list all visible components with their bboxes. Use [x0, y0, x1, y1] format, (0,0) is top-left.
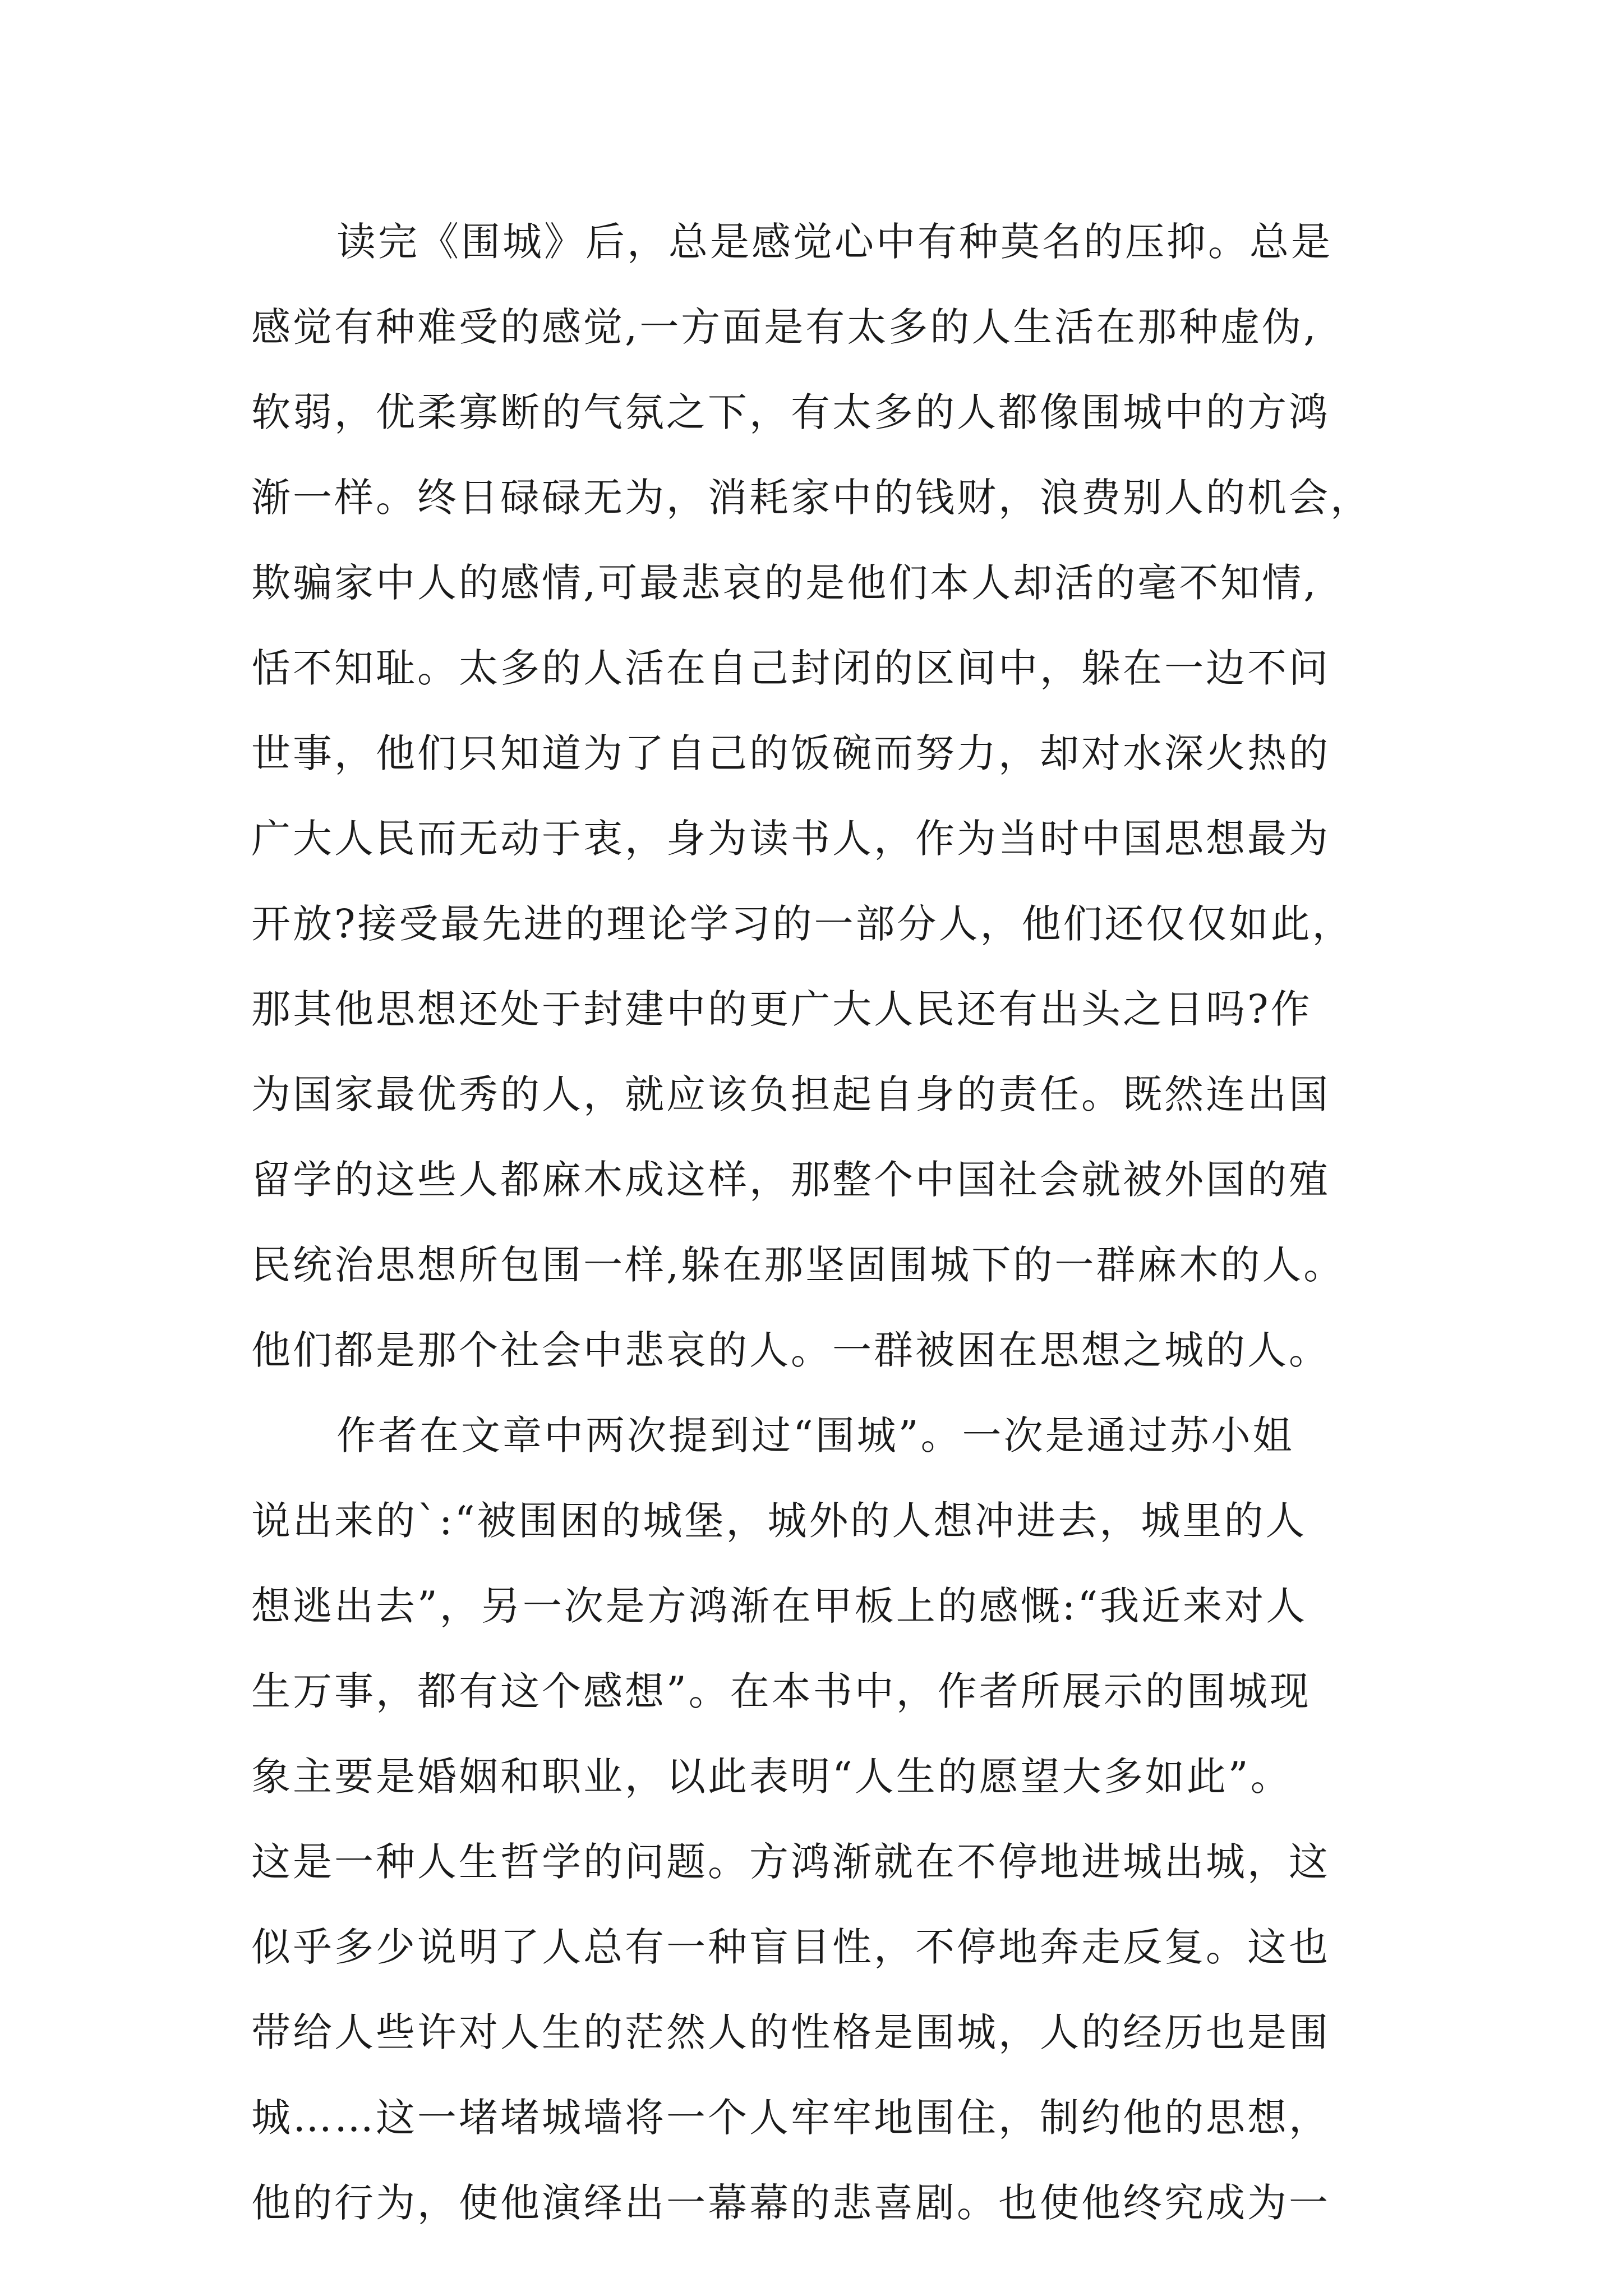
paragraph-1-line-7: 世事，他们只知道为了自己的饭碗而努力，却对水深火热的: [251, 730, 1330, 776]
paragraph-2-line-1: 作者在文章中两次提到过“围城”。一次是通过苏小姐: [336, 1412, 1294, 1458]
paragraph-2-line-9: 城……这一堵堵城墙将一个人牢牢地围住，制约他的思想，: [251, 2095, 1330, 2141]
paragraph-2-line-4: 生万事，都有这个感想”。在本书中，作者所展示的围城现: [251, 1668, 1311, 1714]
paragraph-1-line-13: 民统治思想所包围一样,躲在那坚固围城下的一群麻木的人。: [251, 1242, 1345, 1288]
paragraph-1-line-3: 软弱，优柔寡断的气氛之下，有太多的人都像围城中的方鸿: [251, 389, 1330, 435]
paragraph-2-line-6: 这是一种人生哲学的问题。方鸿渐就在不停地进城出城，这: [251, 1839, 1330, 1885]
paragraph-1-line-9: 开放?接受最先进的理论学习的一部分人，他们还仅仅如此，: [251, 901, 1354, 947]
paragraph-1-line-8: 广大人民而无动于衷，身为读书人，作为当时中国思想最为: [251, 816, 1330, 862]
paragraph-2-line-7: 似乎多少说明了人总有一种盲目性，不停地奔走反复。这也: [251, 1924, 1330, 1970]
paragraph-1-line-11: 为国家最优秀的人，就应该负担起自身的责任。既然连出国: [251, 1071, 1330, 1117]
paragraph-2-line-5: 象主要是婚姻和职业，以此表明“人生的愿望大多如此”。: [251, 1754, 1292, 1800]
paragraph-1-line-2: 感觉有种难受的感觉,一方面是有太多的人生活在那种虚伪,: [251, 304, 1318, 350]
paragraph-1-line-5: 欺骗家中人的感情,可最悲哀的是他们本人却活的毫不知情,: [251, 560, 1318, 606]
paragraph-2-line-8: 带给人些许对人生的茫然人的性格是围城，人的经历也是围: [251, 2009, 1330, 2055]
paragraph-2-line-3: 想逃出去”，另一次是方鸿渐在甲板上的感慨:“我近来对人: [251, 1583, 1308, 1629]
paragraph-2-line-10: 他的行为，使他演绎出一幕幕的悲喜剧。也使他终究成为一: [251, 2180, 1330, 2226]
paragraph-1-line-1: 读完《围城》后，总是感觉心中有种莫名的压抑。总是: [336, 219, 1332, 265]
paragraph-2-line-2: 说出来的`:“被围困的城堡，城外的人想冲进去，城里的人: [251, 1498, 1307, 1544]
body-text: [251, 214, 1418, 2261]
paragraph-1-line-10: 那其他思想还处于封建中的更广大人民还有出头之日吗?作: [251, 986, 1312, 1032]
paragraph-1-line-6: 恬不知耻。太多的人活在自己封闭的区间中，躲在一边不问: [251, 645, 1330, 691]
paragraph-1-line-4: 渐一样。终日碌碌无为，消耗家中的钱财，浪费别人的机会，: [251, 475, 1372, 521]
paragraph-1-line-12: 留学的这些人都麻木成这样，那整个中国社会就被外国的殖: [251, 1157, 1330, 1203]
paragraph-1-line-14: 他们都是那个社会中悲哀的人。一群被困在思想之城的人。: [251, 1327, 1330, 1373]
